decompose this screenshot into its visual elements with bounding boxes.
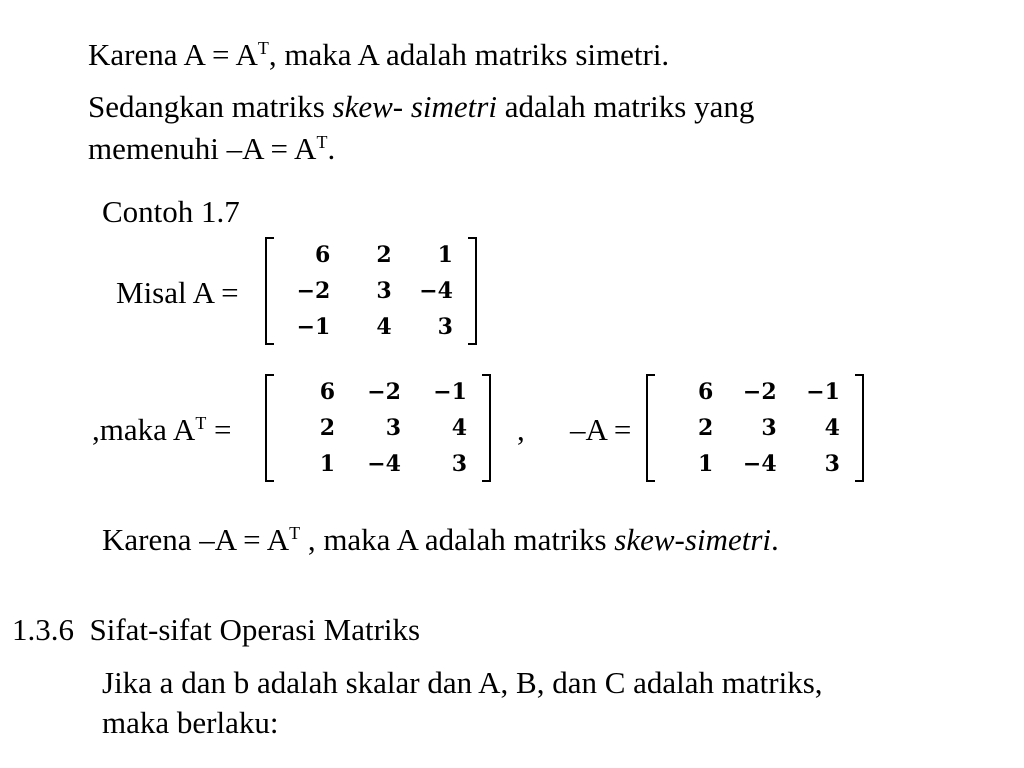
maka-at-label: ,maka $A^T$ =	[92, 412, 232, 447]
statement-skew-definition: Sedangkan matriks skew- simetri adalah matriks yang	[88, 89, 755, 124]
matrix-at-cell: −1	[433, 379, 467, 405]
separator-comma: ,	[517, 412, 525, 447]
matrix-a-cell: 3	[376, 278, 392, 304]
right-bracket	[855, 374, 864, 482]
statement-symmetric: Karena $A = A^T$, maka A adalah matriks simetri.	[88, 37, 670, 72]
misal-label: Misal A =	[116, 275, 239, 310]
matrix-a-cell: 1	[437, 242, 453, 268]
matrix-at-cell: 1	[319, 451, 335, 477]
left-bracket	[646, 374, 655, 482]
matrix-a	[265, 237, 477, 345]
section-heading: 1.3.6 Sifat-sifat Operasi Matriks	[12, 612, 421, 647]
matrix-neg-a-cell: −1	[806, 379, 840, 405]
neg-a-label: –A =	[570, 412, 632, 447]
conclusion: Karena $-A = A^T$ , maka A adalah matriks skew-simetri.	[102, 522, 779, 557]
matrix-at-cell: 3	[385, 415, 401, 441]
matrix-neg-a-cell: 4	[824, 415, 840, 441]
matrix-neg-a-cell: 2	[698, 415, 714, 441]
matrix-a-cell: 3	[437, 314, 453, 340]
matrix-neg-a	[646, 374, 864, 482]
matrix-a-cell: 4	[376, 314, 392, 340]
matrix-at-cell: −2	[367, 379, 401, 405]
matrix-neg-a-cell: 6	[698, 379, 714, 405]
body-line-1: Jika a dan b adalah skalar dan A, B, dan C adalah matriks,	[102, 665, 823, 700]
matrix-at-cell: 2	[319, 415, 335, 441]
matrix-a-cell: 6	[315, 242, 331, 268]
matrix-a-cell: −1	[296, 314, 331, 340]
matrix-neg-a-cell: 1	[698, 451, 714, 477]
matrix-at-cell: 4	[451, 415, 467, 441]
matrix-neg-a-cell: −2	[742, 379, 777, 405]
matrix-at-cell: 6	[319, 379, 335, 405]
matrix-a-cell: −4	[419, 278, 453, 304]
right-bracket	[468, 237, 477, 345]
matrix-a-cell: −2	[296, 278, 331, 304]
matrix-at-cell: −4	[367, 451, 401, 477]
matrix-at-cell: 3	[451, 451, 467, 477]
statement-skew-condition: memenuhi $-A = A^T$.	[88, 131, 336, 166]
right-bracket	[482, 374, 491, 482]
matrix-neg-a-cell: 3	[761, 415, 777, 441]
matrix-a-cell: 2	[376, 242, 392, 268]
left-bracket	[265, 237, 274, 345]
body-line-2: maka berlaku:	[102, 705, 279, 740]
matrix-a-transpose	[265, 374, 491, 482]
matrix-neg-a-cell: 3	[824, 451, 840, 477]
matrix-neg-a-cell: −4	[742, 451, 777, 477]
left-bracket	[265, 374, 274, 482]
example-title: Contoh 1.7	[102, 194, 240, 229]
